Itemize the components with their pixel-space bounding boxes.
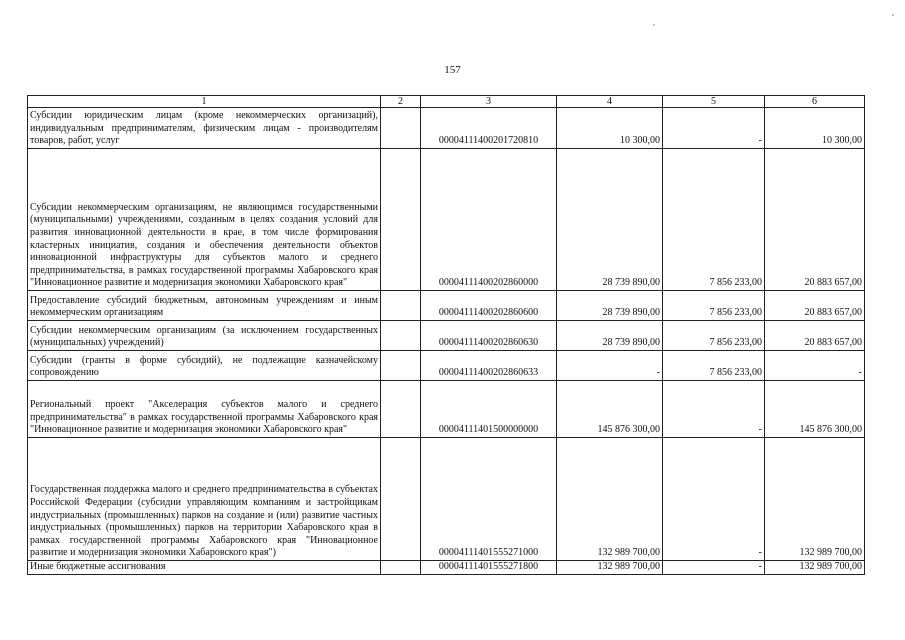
row-value-6: 20 883 657,00 xyxy=(765,291,865,321)
row-value-6: 20 883 657,00 xyxy=(765,149,865,291)
row-value-5: 7 856 233,00 xyxy=(663,149,765,291)
budget-table xyxy=(27,95,865,575)
row-name: Субсидии некоммерческим организациям, не являющимся государственными (муниципальными) учреждениями, созданным в целях создания условий для развития инновационной деятельности в крае, в том числе формирования кластерных инициатив, создания и обеспечения деятельности объектов инновационной инфраструктуры для субъектов малого и среднего предпринимательства, в рамках государственной программы Хабаровского края "Инновационное развитие и модернизация экономики Хабаровского края" xyxy=(28,149,381,291)
row-code: 00004111401500000000 xyxy=(421,381,557,438)
table-row xyxy=(28,321,865,351)
row-name: Субсидии (гранты в форме субсидий), не подлежащие казначейскому сопровождению xyxy=(28,351,381,381)
row-col2 xyxy=(381,108,421,149)
header-col-4: 4 xyxy=(557,96,663,108)
row-value-6: 132 989 700,00 xyxy=(765,438,865,561)
row-value-4: 28 739 890,00 xyxy=(557,321,663,351)
table-row xyxy=(28,438,865,561)
row-col2 xyxy=(381,561,421,575)
row-name: Субсидии некоммерческим организациям (за исключением государственных (муниципальных) учреждений) xyxy=(28,321,381,351)
row-value-4: 132 989 700,00 xyxy=(557,438,663,561)
row-value-4: 28 739 890,00 xyxy=(557,149,663,291)
table-row xyxy=(28,108,865,149)
header-col-5: 5 xyxy=(663,96,765,108)
table-row xyxy=(28,381,865,438)
row-value-5: - xyxy=(663,108,765,149)
table-row xyxy=(28,351,865,381)
row-value-4: 28 739 890,00 xyxy=(557,291,663,321)
header-col-3: 3 xyxy=(421,96,557,108)
header-col-6: 6 xyxy=(765,96,865,108)
row-col2 xyxy=(381,149,421,291)
row-value-5: 7 856 233,00 xyxy=(663,291,765,321)
row-code: 00004111400202860000 xyxy=(421,149,557,291)
row-name: Иные бюджетные ассигнования xyxy=(28,561,381,575)
table-header-row xyxy=(28,96,865,108)
row-col2 xyxy=(381,351,421,381)
row-value-4: - xyxy=(557,351,663,381)
row-name: Субсидии юридическим лицам (кроме некоммерческих организаций), индивидуальным предпринимателям, физическим лицам - производителям товаров, работ, услуг xyxy=(28,108,381,149)
row-code: 00004111400202860600 xyxy=(421,291,557,321)
row-code: 00004111400202860633 xyxy=(421,351,557,381)
row-value-4: 132 989 700,00 xyxy=(557,561,663,575)
row-value-6: 20 883 657,00 xyxy=(765,321,865,351)
row-code: 00004111401555271000 xyxy=(421,438,557,561)
table-row xyxy=(28,291,865,321)
row-code: 00004111400201720810 xyxy=(421,108,557,149)
row-code: 00004111400202860630 xyxy=(421,321,557,351)
row-col2 xyxy=(381,321,421,351)
row-code: 00004111401555271800 xyxy=(421,561,557,575)
row-value-6: 132 989 700,00 xyxy=(765,561,865,575)
row-value-4: 145 876 300,00 xyxy=(557,381,663,438)
header-col-2: 2 xyxy=(381,96,421,108)
row-value-6: 145 876 300,00 xyxy=(765,381,865,438)
row-name: Региональный проект "Акселерация субъектов малого и среднего предпринимательства" в рамках государственной программы Хабаровского края "Инновационное развитие и модернизация экономики Хабаровского края" xyxy=(28,381,381,438)
table-row xyxy=(28,561,865,575)
page-number: 157 xyxy=(444,64,461,76)
header-col-1: 1 xyxy=(28,96,381,108)
row-value-5: 7 856 233,00 xyxy=(663,351,765,381)
row-value-6: 10 300,00 xyxy=(765,108,865,149)
row-value-5: - xyxy=(663,381,765,438)
row-name: Предоставление субсидий бюджетным, автономным учреждениям и иным некоммерческим организациям xyxy=(28,291,381,321)
row-value-4: 10 300,00 xyxy=(557,108,663,149)
row-value-5: - xyxy=(663,561,765,575)
scan-speck xyxy=(653,24,655,26)
row-col2 xyxy=(381,291,421,321)
row-value-6: - xyxy=(765,351,865,381)
scan-speck xyxy=(892,14,894,16)
row-col2 xyxy=(381,381,421,438)
row-col2 xyxy=(381,438,421,561)
row-value-5: - xyxy=(663,438,765,561)
row-value-5: 7 856 233,00 xyxy=(663,321,765,351)
row-name: Государственная поддержка малого и среднего предпринимательства в субъектах Российской Федерации (субсидии управляющим компаниям и застройщикам индустриальных (промышленных) парков на создание и (или) развитие частных индустриальных (промышленных) парков на территории Хабаровского края в рамках государственной программы Хабаровского края "Инновационное развитие и модернизация экономики Хабаровского края") xyxy=(28,438,381,561)
table-row xyxy=(28,149,865,291)
